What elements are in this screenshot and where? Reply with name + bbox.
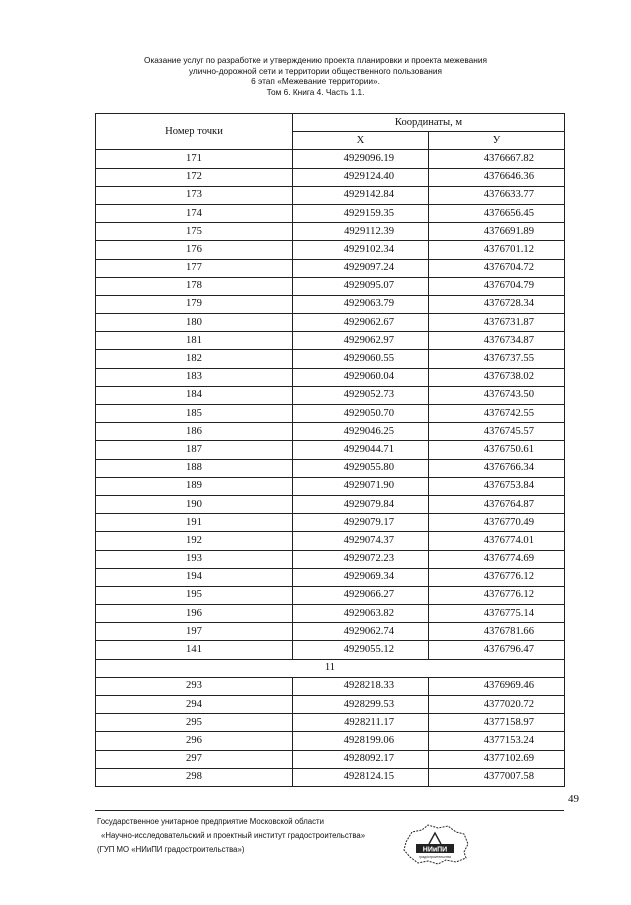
- cell-point-number: 173: [96, 186, 293, 204]
- coordinates-table: [95, 113, 565, 787]
- cell-x: 4928199.06: [293, 732, 429, 750]
- cell-x: 4929079.84: [293, 495, 429, 513]
- cell-point-number: 175: [96, 223, 293, 241]
- cell-x: 4929124.40: [293, 168, 429, 186]
- cell-point-number: 193: [96, 550, 293, 568]
- cell-x: 4928124.15: [293, 768, 429, 786]
- table-row: [96, 459, 565, 477]
- cell-point-number: 171: [96, 150, 293, 168]
- cell-y: 4376781.66: [429, 623, 565, 641]
- cell-point-number: 296: [96, 732, 293, 750]
- header-coordinates: Координаты, м: [293, 114, 565, 132]
- table-row: [96, 259, 565, 277]
- cell-y: 4376770.49: [429, 514, 565, 532]
- cell-y: 4377158.97: [429, 714, 565, 732]
- cell-y: 4376701.12: [429, 241, 565, 259]
- cell-point-number: 295: [96, 714, 293, 732]
- table-row: [96, 732, 565, 750]
- cell-point-number: 184: [96, 386, 293, 404]
- cell-x: 4929063.79: [293, 295, 429, 313]
- table-row: [96, 332, 565, 350]
- cell-x: 4929050.70: [293, 405, 429, 423]
- table-row: [96, 641, 565, 659]
- cell-y: 4376667.82: [429, 150, 565, 168]
- cell-point-number: 298: [96, 768, 293, 786]
- cell-point-number: 186: [96, 423, 293, 441]
- table-row: [96, 150, 565, 168]
- table-row: [96, 295, 565, 313]
- cell-y: 4376633.77: [429, 186, 565, 204]
- table-row: [96, 477, 565, 495]
- table-row: [96, 623, 565, 641]
- cell-point-number: 187: [96, 441, 293, 459]
- cell-x: 4929074.37: [293, 532, 429, 550]
- table-row: [96, 514, 565, 532]
- cell-point-number: 190: [96, 495, 293, 513]
- cell-y: 4376731.87: [429, 314, 565, 332]
- cell-y: 4376691.89: [429, 223, 565, 241]
- header-line-4: Том 6. Книга 4. Часть 1.1.: [266, 87, 365, 98]
- cell-y: 4376776.12: [429, 586, 565, 604]
- cell-point-number: 197: [96, 623, 293, 641]
- cell-x: 4929096.19: [293, 150, 429, 168]
- cell-x: 4929062.74: [293, 623, 429, 641]
- cell-point-number: 174: [96, 204, 293, 222]
- cell-x: 4929055.12: [293, 641, 429, 659]
- footer-divider: [95, 810, 564, 811]
- table-section: [96, 659, 565, 677]
- logo-text: НИиПИ: [422, 846, 448, 854]
- footer-line-2: «Научно-исследовательский и проектный институт градостроительства»: [101, 831, 366, 840]
- table-row: [96, 368, 565, 386]
- cell-y: 4376775.14: [429, 605, 565, 623]
- table-row: [96, 550, 565, 568]
- table-row: [96, 386, 565, 404]
- cell-y: 4376704.72: [429, 259, 565, 277]
- cell-point-number: 183: [96, 368, 293, 386]
- cell-x: 4928092.17: [293, 750, 429, 768]
- cell-point-number: 192: [96, 532, 293, 550]
- document-footer: [97, 815, 365, 857]
- cell-y: 4376728.34: [429, 295, 565, 313]
- header-line-2: улично-дорожной сети и территории общественного пользования: [188, 65, 443, 76]
- cell-point-number: 297: [96, 750, 293, 768]
- header-line-3: 6 этап «Межевание территории».: [251, 76, 380, 87]
- cell-y: 4376764.87: [429, 495, 565, 513]
- cell-point-number: 195: [96, 586, 293, 604]
- cell-point-number: 191: [96, 514, 293, 532]
- cell-y: 4376656.45: [429, 204, 565, 222]
- cell-x: 4929071.90: [293, 477, 429, 495]
- table-row: [96, 423, 565, 441]
- cell-x: 4929060.55: [293, 350, 429, 368]
- cell-y: 4376745.57: [429, 423, 565, 441]
- section-row: [96, 659, 565, 677]
- cell-y: 4376738.02: [429, 368, 565, 386]
- cell-x: 4929159.35: [293, 204, 429, 222]
- cell-point-number: 179: [96, 295, 293, 313]
- cell-x: 4929142.84: [293, 186, 429, 204]
- table-row: [96, 241, 565, 259]
- cell-y: 4376704.79: [429, 277, 565, 295]
- cell-y: 4376774.01: [429, 532, 565, 550]
- cell-point-number: 196: [96, 605, 293, 623]
- cell-x: 4928299.53: [293, 696, 429, 714]
- cell-x: 4929102.34: [293, 241, 429, 259]
- cell-x: 4929062.67: [293, 314, 429, 332]
- document-header: [0, 55, 631, 98]
- table-body-a: [96, 150, 565, 659]
- cell-x: 4929069.34: [293, 568, 429, 586]
- cell-point-number: 294: [96, 696, 293, 714]
- cell-x: 4929079.17: [293, 514, 429, 532]
- cell-x: 4928218.33: [293, 677, 429, 695]
- table-row: [96, 314, 565, 332]
- logo-subtext: градостроительства: [419, 855, 451, 859]
- footer-line-3: (ГУП МО «НИиПИ градостроительства»): [97, 845, 245, 854]
- cell-y: 4377102.69: [429, 750, 565, 768]
- table-row: [96, 568, 565, 586]
- niipi-logo-icon: [398, 822, 472, 866]
- cell-x: 4929066.27: [293, 586, 429, 604]
- table-row: [96, 605, 565, 623]
- cell-y: 4376753.84: [429, 477, 565, 495]
- cell-x: 4929055.80: [293, 459, 429, 477]
- cell-x: 4929044.71: [293, 441, 429, 459]
- table-row: [96, 750, 565, 768]
- table-row: [96, 696, 565, 714]
- cell-x: 4929095.07: [293, 277, 429, 295]
- cell-point-number: 177: [96, 259, 293, 277]
- footer-line-1: Государственное унитарное предприятие Московской области: [97, 817, 324, 826]
- cell-x: 4929072.23: [293, 550, 429, 568]
- page-number: 49: [568, 793, 579, 805]
- table-row: [96, 495, 565, 513]
- cell-y: 4377020.72: [429, 696, 565, 714]
- cell-x: 4929052.73: [293, 386, 429, 404]
- table-row: [96, 204, 565, 222]
- header-line-1: Оказание услуг по разработке и утверждению проекта планировки и проекта межевания: [144, 55, 487, 65]
- cell-point-number: 141: [96, 641, 293, 659]
- header-y: У: [429, 132, 565, 150]
- cell-y: 4376766.34: [429, 459, 565, 477]
- cell-y: 4376734.87: [429, 332, 565, 350]
- cell-y: 4377007.58: [429, 768, 565, 786]
- cell-x: 4929046.25: [293, 423, 429, 441]
- cell-y: 4376750.61: [429, 441, 565, 459]
- section-label: 11: [96, 659, 565, 677]
- table-row: [96, 405, 565, 423]
- table-row: [96, 223, 565, 241]
- cell-point-number: 176: [96, 241, 293, 259]
- cell-y: 4376743.50: [429, 386, 565, 404]
- table-row: [96, 586, 565, 604]
- table-row: [96, 350, 565, 368]
- table-row: [96, 441, 565, 459]
- table-row: [96, 532, 565, 550]
- cell-point-number: 181: [96, 332, 293, 350]
- cell-y: 4376774.69: [429, 550, 565, 568]
- table-row: [96, 168, 565, 186]
- cell-y: 4376737.55: [429, 350, 565, 368]
- cell-x: 4928211.17: [293, 714, 429, 732]
- cell-y: 4376646.36: [429, 168, 565, 186]
- cell-point-number: 293: [96, 677, 293, 695]
- cell-y: 4376776.12: [429, 568, 565, 586]
- cell-point-number: 194: [96, 568, 293, 586]
- cell-x: 4929097.24: [293, 259, 429, 277]
- table-row: [96, 277, 565, 295]
- cell-point-number: 185: [96, 405, 293, 423]
- header-point-number: Номер точки: [96, 114, 293, 150]
- cell-x: 4929112.39: [293, 223, 429, 241]
- cell-point-number: 180: [96, 314, 293, 332]
- cell-point-number: 188: [96, 459, 293, 477]
- cell-x: 4929060.04: [293, 368, 429, 386]
- cell-point-number: 189: [96, 477, 293, 495]
- table-row: [96, 768, 565, 786]
- table-row: [96, 677, 565, 695]
- table-body-b: [96, 677, 565, 786]
- cell-y: 4376742.55: [429, 405, 565, 423]
- table-row: [96, 714, 565, 732]
- cell-y: 4376969.46: [429, 677, 565, 695]
- cell-point-number: 172: [96, 168, 293, 186]
- header-x: X: [293, 132, 429, 150]
- cell-x: 4929062.97: [293, 332, 429, 350]
- cell-y: 4377153.24: [429, 732, 565, 750]
- cell-point-number: 182: [96, 350, 293, 368]
- cell-y: 4376796.47: [429, 641, 565, 659]
- cell-point-number: 178: [96, 277, 293, 295]
- cell-x: 4929063.82: [293, 605, 429, 623]
- table-row: [96, 186, 565, 204]
